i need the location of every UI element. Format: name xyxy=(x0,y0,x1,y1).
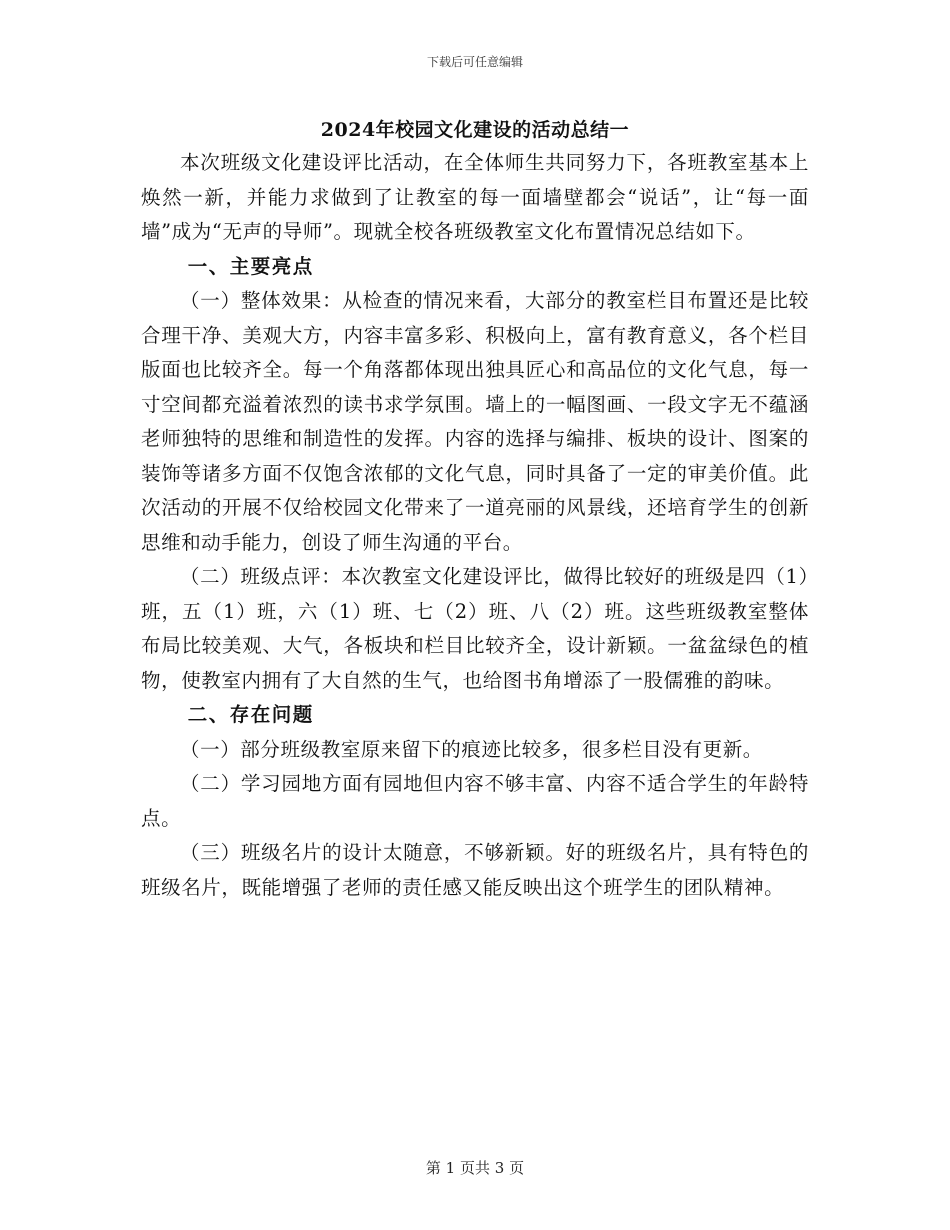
paragraph-class-review: （二）班级点评：本次教室文化建设评比，做得比较好的班级是四（1）班，五（1）班，六（1）班、七（2）班、八（2）班。这些班级教室整体布局比较美观、大气，各板块和栏目比较齐全，设计新颖。一盆盆绿色的植物，使教室内拥有了大自然的生气，也给图书角增添了一股儒雅的韵味。 xyxy=(141,565,809,692)
section-heading-highlights: 一、主要亮点 xyxy=(187,254,314,278)
document-body xyxy=(141,146,809,905)
paragraph-overall-effect: （一）整体效果：从检查的情况来看，大部分的教室栏目布置还是比较合理干净、美观大方，内容丰富多彩、积极向上，富有教育意义，各个栏目版面也比较齐全。每一个角落都体现出独具匠心和高品位的文化气息，每一寸空间都充溢着浓烈的读书求学氛围。墙上的一幅图画、一段文字无不蕴涵老师独特的思维和制造性的发挥。内容的选择与编排、板块的设计、图案的装饰等诸多方面不仅饱含浓郁的文化气息，同时具备了一定的审美价值。此次活动的开展不仅给校园文化带来了一道亮丽的风景线，还培育学生的创新思维和动手能力，创设了师生沟通的平台。 xyxy=(141,289,809,554)
document-title: 2024年校园文化建设的活动总结一 xyxy=(320,119,630,141)
page-header-note: 下载后可任意编辑 xyxy=(426,55,523,69)
intro-paragraph: 本次班级文化建设评比活动，在全体师生共同努力下，各班教室基本上焕然一新，并能力求做到了让教室的每一面墙壁都会“说话”，让“每一面墙”成为“无声的导师”。现就全校各班级教室文化布置情况总结如下。 xyxy=(141,151,809,243)
page-number-footer: 第 1 页共 3 页 xyxy=(425,1159,525,1177)
paragraph-problem-1: （一）部分班级教室原来留下的痕迹比较多，很多栏目没有更新。 xyxy=(180,737,763,761)
paragraph-problem-2: （二）学习园地方面有园地但内容不够丰富、内容不适合学生的年龄特点。 xyxy=(141,772,809,830)
section-heading-problems: 二、存在问题 xyxy=(187,703,314,726)
paragraph-problem-3: （三）班级名片的设计太随意，不够新颖。好的班级名片，具有特色的班级名片，既能增强了老师的责任感又能反映出这个班学生的团队精神。 xyxy=(141,841,809,899)
